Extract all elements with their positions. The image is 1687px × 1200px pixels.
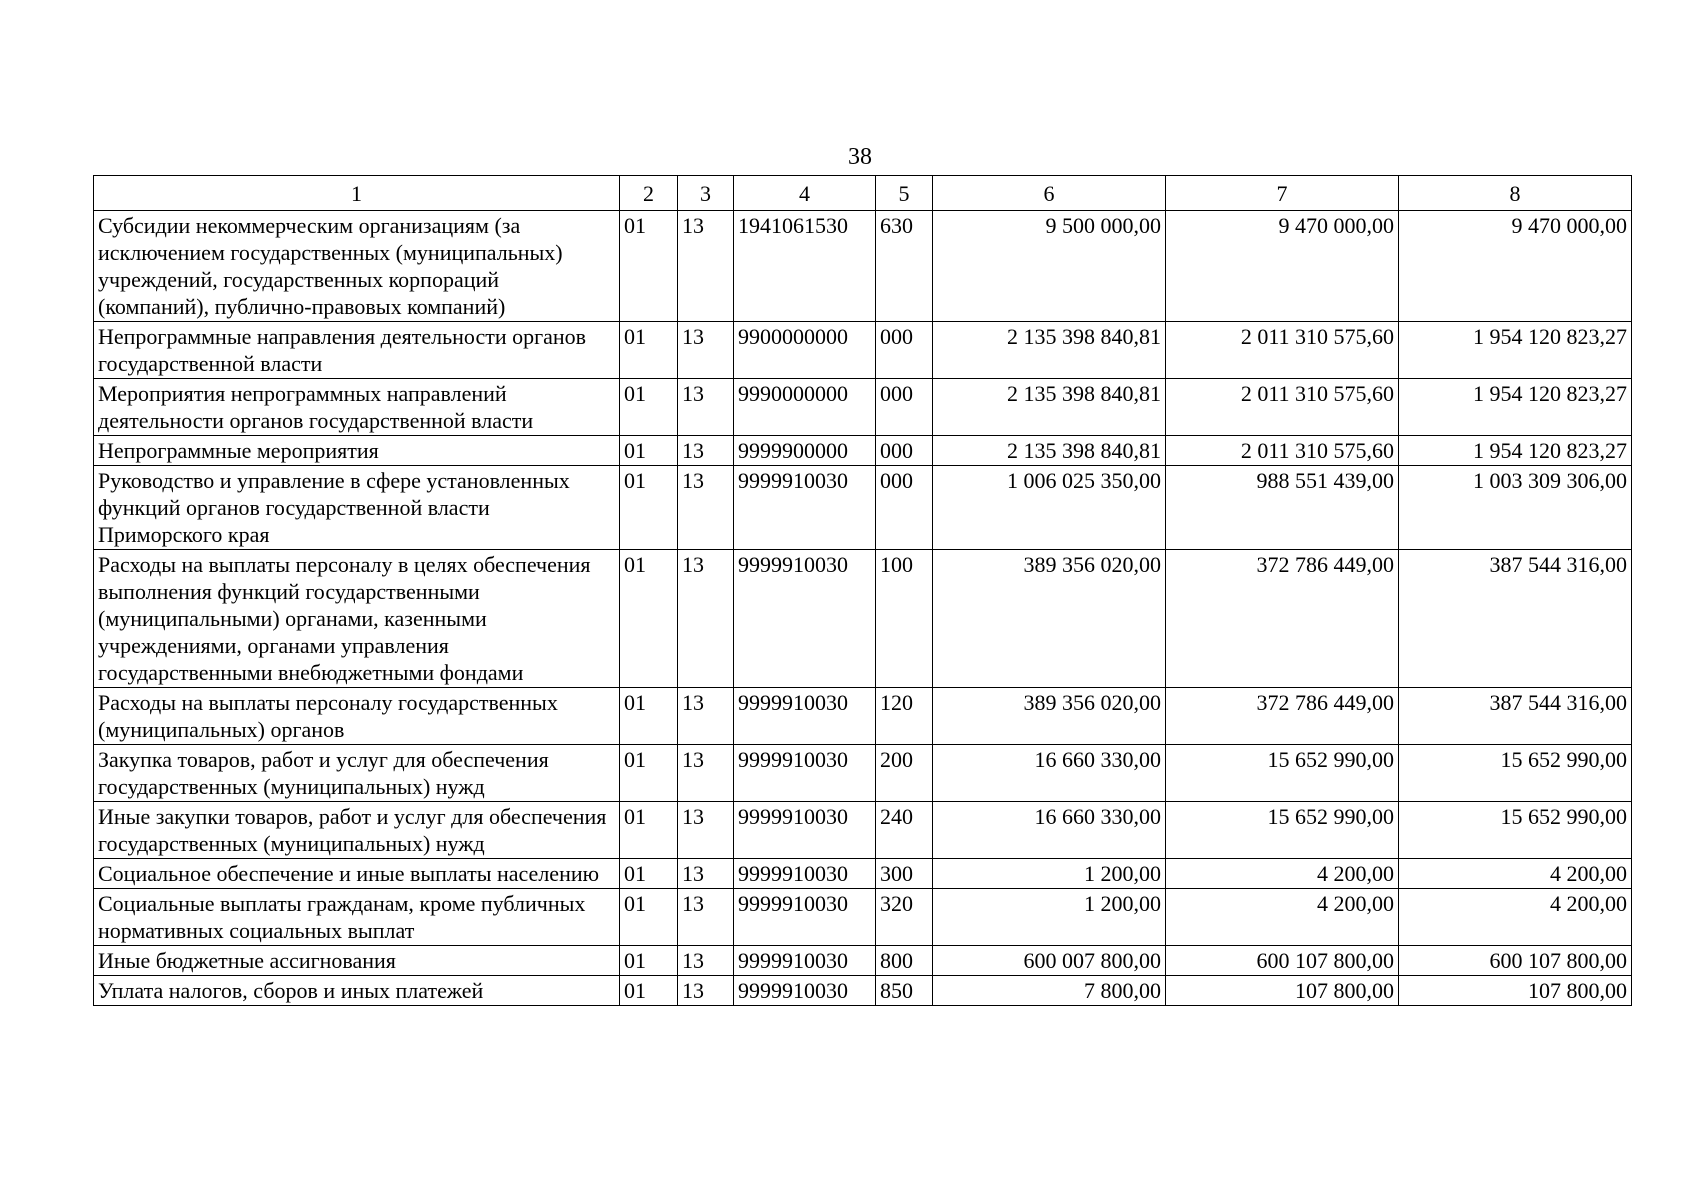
row-name: Руководство и управление в сфере установленных функций органов государственной власти Приморского края	[94, 466, 620, 550]
row-target-code: 9999910030	[734, 466, 876, 550]
row-name: Иные бюджетные ассигнования	[94, 946, 620, 976]
row-amount-7: 4 200,00	[1166, 859, 1399, 889]
row-expense-type: 800	[876, 946, 933, 976]
row-amount-8: 9 470 000,00	[1399, 211, 1632, 322]
row-amount-7: 988 551 439,00	[1166, 466, 1399, 550]
row-subsection: 13	[678, 379, 734, 436]
table-row	[94, 946, 1632, 976]
header-col-6: 6	[933, 176, 1166, 211]
table-row	[94, 859, 1632, 889]
row-amount-7: 9 470 000,00	[1166, 211, 1399, 322]
row-section: 01	[620, 976, 678, 1006]
row-amount-7: 4 200,00	[1166, 889, 1399, 946]
row-target-code: 9999910030	[734, 946, 876, 976]
row-section: 01	[620, 889, 678, 946]
row-amount-7: 15 652 990,00	[1166, 802, 1399, 859]
row-name: Непрограммные направления деятельности органов государственной власти	[94, 322, 620, 379]
row-expense-type: 100	[876, 550, 933, 688]
budget-table	[93, 175, 1632, 1006]
row-subsection: 13	[678, 550, 734, 688]
row-expense-type: 000	[876, 379, 933, 436]
row-subsection: 13	[678, 802, 734, 859]
row-section: 01	[620, 802, 678, 859]
row-target-code: 9999910030	[734, 745, 876, 802]
row-amount-6: 1 006 025 350,00	[933, 466, 1166, 550]
row-amount-8: 1 954 120 823,27	[1399, 322, 1632, 379]
row-amount-6: 2 135 398 840,81	[933, 379, 1166, 436]
row-amount-8: 1 954 120 823,27	[1399, 379, 1632, 436]
row-amount-8: 600 107 800,00	[1399, 946, 1632, 976]
header-col-2: 2	[620, 176, 678, 211]
row-name: Субсидии некоммерческим организациям (за исключением государственных (муниципальных) учреждений, государственных корпораций (компаний), публично-правовых компаний)	[94, 211, 620, 322]
row-amount-6: 600 007 800,00	[933, 946, 1166, 976]
row-amount-6: 1 200,00	[933, 859, 1166, 889]
header-row	[94, 176, 1632, 211]
row-amount-7: 2 011 310 575,60	[1166, 322, 1399, 379]
row-expense-type: 200	[876, 745, 933, 802]
table-row	[94, 889, 1632, 946]
row-name: Социальные выплаты гражданам, кроме публичных нормативных социальных выплат	[94, 889, 620, 946]
row-subsection: 13	[678, 322, 734, 379]
row-target-code: 9999910030	[734, 688, 876, 745]
row-amount-6: 389 356 020,00	[933, 550, 1166, 688]
row-name: Расходы на выплаты персоналу в целях обеспечения выполнения функций государственными (муниципальными) органами, казенными учреждениями, органами управления государственными внебюджетными фондами	[94, 550, 620, 688]
row-amount-8: 387 544 316,00	[1399, 550, 1632, 688]
row-amount-6: 9 500 000,00	[933, 211, 1166, 322]
table-row	[94, 688, 1632, 745]
row-amount-8: 387 544 316,00	[1399, 688, 1632, 745]
row-section: 01	[620, 946, 678, 976]
row-section: 01	[620, 211, 678, 322]
row-amount-6: 1 200,00	[933, 889, 1166, 946]
row-subsection: 13	[678, 466, 734, 550]
row-expense-type: 300	[876, 859, 933, 889]
header-col-8: 8	[1399, 176, 1632, 211]
row-subsection: 13	[678, 889, 734, 946]
row-expense-type: 240	[876, 802, 933, 859]
row-expense-type: 320	[876, 889, 933, 946]
row-target-code: 9900000000	[734, 322, 876, 379]
row-amount-8: 15 652 990,00	[1399, 802, 1632, 859]
row-subsection: 13	[678, 436, 734, 466]
header-col-4: 4	[734, 176, 876, 211]
table-row	[94, 379, 1632, 436]
row-name: Иные закупки товаров, работ и услуг для обеспечения государственных (муниципальных) нужд	[94, 802, 620, 859]
table-row	[94, 322, 1632, 379]
row-target-code: 9990000000	[734, 379, 876, 436]
row-section: 01	[620, 745, 678, 802]
row-amount-6: 16 660 330,00	[933, 745, 1166, 802]
row-subsection: 13	[678, 976, 734, 1006]
row-amount-8: 4 200,00	[1399, 889, 1632, 946]
row-amount-6: 7 800,00	[933, 976, 1166, 1006]
row-name: Уплата налогов, сборов и иных платежей	[94, 976, 620, 1006]
row-amount-6: 16 660 330,00	[933, 802, 1166, 859]
row-amount-8: 15 652 990,00	[1399, 745, 1632, 802]
row-amount-7: 372 786 449,00	[1166, 688, 1399, 745]
row-name: Закупка товаров, работ и услуг для обеспечения государственных (муниципальных) нужд	[94, 745, 620, 802]
row-target-code: 9999910030	[734, 802, 876, 859]
row-target-code: 9999910030	[734, 859, 876, 889]
row-subsection: 13	[678, 745, 734, 802]
header-col-3: 3	[678, 176, 734, 211]
row-subsection: 13	[678, 688, 734, 745]
row-expense-type: 850	[876, 976, 933, 1006]
row-section: 01	[620, 688, 678, 745]
row-name: Мероприятия непрограммных направлений деятельности органов государственной власти	[94, 379, 620, 436]
row-expense-type: 630	[876, 211, 933, 322]
row-amount-6: 2 135 398 840,81	[933, 436, 1166, 466]
row-section: 01	[620, 550, 678, 688]
table-row	[94, 211, 1632, 322]
row-target-code: 9999910030	[734, 550, 876, 688]
header-col-1: 1	[94, 176, 620, 211]
row-subsection: 13	[678, 946, 734, 976]
row-amount-6: 389 356 020,00	[933, 688, 1166, 745]
table-row	[94, 436, 1632, 466]
row-name: Социальное обеспечение и иные выплаты населению	[94, 859, 620, 889]
row-amount-7: 107 800,00	[1166, 976, 1399, 1006]
row-expense-type: 120	[876, 688, 933, 745]
row-subsection: 13	[678, 859, 734, 889]
table-row	[94, 466, 1632, 550]
table-row	[94, 802, 1632, 859]
row-section: 01	[620, 436, 678, 466]
row-section: 01	[620, 466, 678, 550]
row-amount-7: 2 011 310 575,60	[1166, 379, 1399, 436]
row-amount-6: 2 135 398 840,81	[933, 322, 1166, 379]
row-amount-8: 1 003 309 306,00	[1399, 466, 1632, 550]
row-amount-7: 372 786 449,00	[1166, 550, 1399, 688]
row-expense-type: 000	[876, 466, 933, 550]
row-target-code: 1941061530	[734, 211, 876, 322]
row-section: 01	[620, 322, 678, 379]
header-col-5: 5	[876, 176, 933, 211]
table-row	[94, 976, 1632, 1006]
page-number: 38	[848, 144, 872, 170]
row-amount-8: 1 954 120 823,27	[1399, 436, 1632, 466]
row-target-code: 9999910030	[734, 889, 876, 946]
header-col-7: 7	[1166, 176, 1399, 211]
row-section: 01	[620, 379, 678, 436]
row-amount-8: 107 800,00	[1399, 976, 1632, 1006]
row-target-code: 9999900000	[734, 436, 876, 466]
row-expense-type: 000	[876, 436, 933, 466]
row-section: 01	[620, 859, 678, 889]
row-amount-8: 4 200,00	[1399, 859, 1632, 889]
row-name: Непрограммные мероприятия	[94, 436, 620, 466]
row-name: Расходы на выплаты персоналу государственных (муниципальных) органов	[94, 688, 620, 745]
row-expense-type: 000	[876, 322, 933, 379]
row-amount-7: 2 011 310 575,60	[1166, 436, 1399, 466]
table-row	[94, 550, 1632, 688]
row-subsection: 13	[678, 211, 734, 322]
row-target-code: 9999910030	[734, 976, 876, 1006]
row-amount-7: 15 652 990,00	[1166, 745, 1399, 802]
table-row	[94, 745, 1632, 802]
row-amount-7: 600 107 800,00	[1166, 946, 1399, 976]
